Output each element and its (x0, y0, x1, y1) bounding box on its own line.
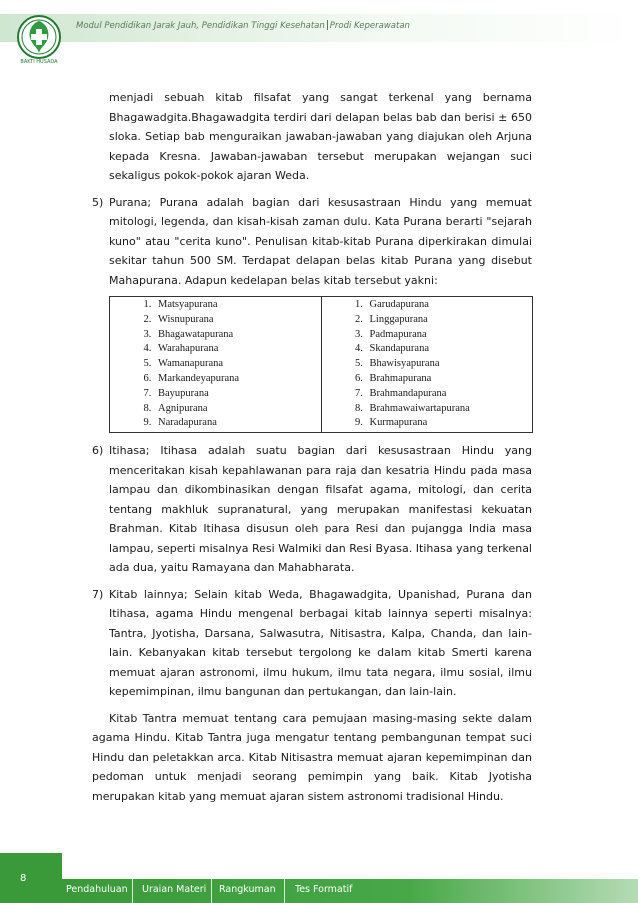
item-text: Kitab lainnya; Selain kitab Weda, Bhagawadgita, Upanishad, Purana dan Itihasa, agama Hindu mengenal berbagai kitab lainnya seperti misalnya: Tantra, Jyotisha, Darsana, Salwasutra, Nitisastra, Kalpa, Chanda, dan lain-lain. Kebanyakan kitab tersebut tergolong ke dalam kitab Smerti karena memuat ajaran astronomi, ilmu hukum, ilmu tata negara, ilmu sosial, ilmu kepemimpinan, ilmu bangunan dan pertukangan, dan lain-lain. (109, 587, 532, 699)
header-separator (327, 20, 328, 30)
logo-text: BAKTI HUSADA (20, 59, 58, 65)
purana-item: 5. Wamanapurana (154, 357, 321, 372)
purana-list-right (322, 298, 533, 431)
purana-item: 3. Padmapurana (366, 328, 533, 343)
tab-rangkuman[interactable]: Rangkuman (219, 884, 276, 895)
purana-item: 9. Naradapurana (154, 416, 321, 431)
header-title (76, 20, 410, 31)
bakti-husada-logo (16, 10, 62, 72)
purana-item: 3. Bhagawatapurana (154, 328, 321, 343)
purana-item: 1. Garudapurana (366, 298, 533, 313)
purana-item: 5. Bhawisyapurana (366, 357, 533, 372)
purana-item: 7. Bayupurana (154, 387, 321, 402)
footer-nav (62, 879, 638, 903)
purana-column-left (110, 297, 321, 432)
list-item-itihasa (92, 441, 532, 578)
purana-item: 8. Agnipurana (154, 402, 321, 417)
item-text: Purana; Purana adalah bagian dari kesusastraan Hindu yang memuat mitologi, legenda, dan kisah-kisah zaman dulu. Kata Purana berarti "sejarah kuno" atau "cerita kuno". Penulisan kitab-kitab Purana diperkirakan dimulai sekitar tahun 500 SM. Terdapat delapan belas kitab Purana yang disebut Mahapurana. Adapun kedelapan belas kitab tersebut yakni: (109, 195, 532, 287)
purana-item: 4. Skandapurana (366, 342, 533, 357)
purana-item: 1. Matsyapurana (154, 298, 321, 313)
purana-item: 4. Warahapurana (154, 342, 321, 357)
purana-item: 9. Kurmapurana (366, 416, 533, 431)
tab-tes-formatif[interactable]: Tes Formatif (295, 884, 353, 895)
purana-item: 6. Markandeyapurana (154, 372, 321, 387)
purana-table (109, 296, 533, 433)
footer-divider (284, 879, 285, 903)
page-number: 8 (20, 873, 27, 884)
tab-uraian-materi[interactable]: Uraian Materi (142, 884, 207, 895)
item-number: 7) (92, 587, 104, 601)
purana-list-left (110, 298, 321, 431)
purana-column-right (321, 297, 533, 432)
purana-item: 8. Brahmawaiwartapurana (366, 402, 533, 417)
tab-pendahuluan[interactable]: Pendahuluan (66, 884, 128, 895)
footer-divider (132, 879, 133, 903)
intro-paragraph: menjadi sebuah kitab filsafat yang sangat terkenal yang bernama Bhagawadgita.Bhagawadgita terdiri dari delapan belas bab dan berisi ± 650 sloka. Setiap bab menguraikan jawaban-jawaban yang diajukan oleh Arjuna kepada Kresna. Jawaban-jawaban tersebut merupakan wejangan suci sekaligus pokok-pokok ajaran Weda. (109, 91, 532, 182)
header-program-title: Prodi Keperawatan (329, 21, 410, 31)
purana-item: 7. Brahmandapurana (366, 387, 533, 402)
purana-item: 2. Linggapurana (366, 313, 533, 328)
list-item-purana (92, 193, 532, 291)
footer-divider (211, 879, 212, 903)
closing-paragraph: Kitab Tantra memuat tentang cara pemujaan masing-masing sekte dalam agama Hindu. Kitab Tantra juga mengatur tentang pembangunan tempat suci Hindu dan peletakkan arca. Kitab Nitisastra memuat ajaran kepemimpinan dan pedoman untuk menjadi seorang pemimpin yang baik. Kitab Jyotisha merupakan kitab yang memuat ajaran sistem astronomi tradisional Hindu. (92, 711, 532, 803)
list-item-kitab-lainnya (92, 585, 532, 702)
item-number: 6) (92, 444, 104, 458)
main-content (92, 88, 532, 806)
purana-item: 6. Brahmapurana (366, 372, 533, 387)
page-number-box (0, 853, 62, 903)
purana-item: 2. Wisnupurana (154, 313, 321, 328)
item-number: 5) (92, 195, 104, 209)
footer (0, 853, 638, 903)
item-text: Itihasa; Itihasa adalah suatu bagian dari kesusastraan Hindu yang menceritakan kisah kepahlawanan para raja dan kesatria Hindu pada masa lampau dan dikombinasikan dengan filsafat agama, mitologi, dan cerita tentang makhluk supranatural, yang merupakan manifestasi kekuatan Brahman. Kitab Itihasa disusun oleh para Resi dan pujangga India masa lampau, seperti misalnya Resi Walmiki dan Resi Byasa. Itihasa yang terkenal ada dua, yaitu Ramayana dan Mahabharata. (109, 444, 532, 575)
header-module-title: Modul Pendidikan Jarak Jauh, Pendidikan Tinggi Kesehatan (76, 21, 325, 31)
